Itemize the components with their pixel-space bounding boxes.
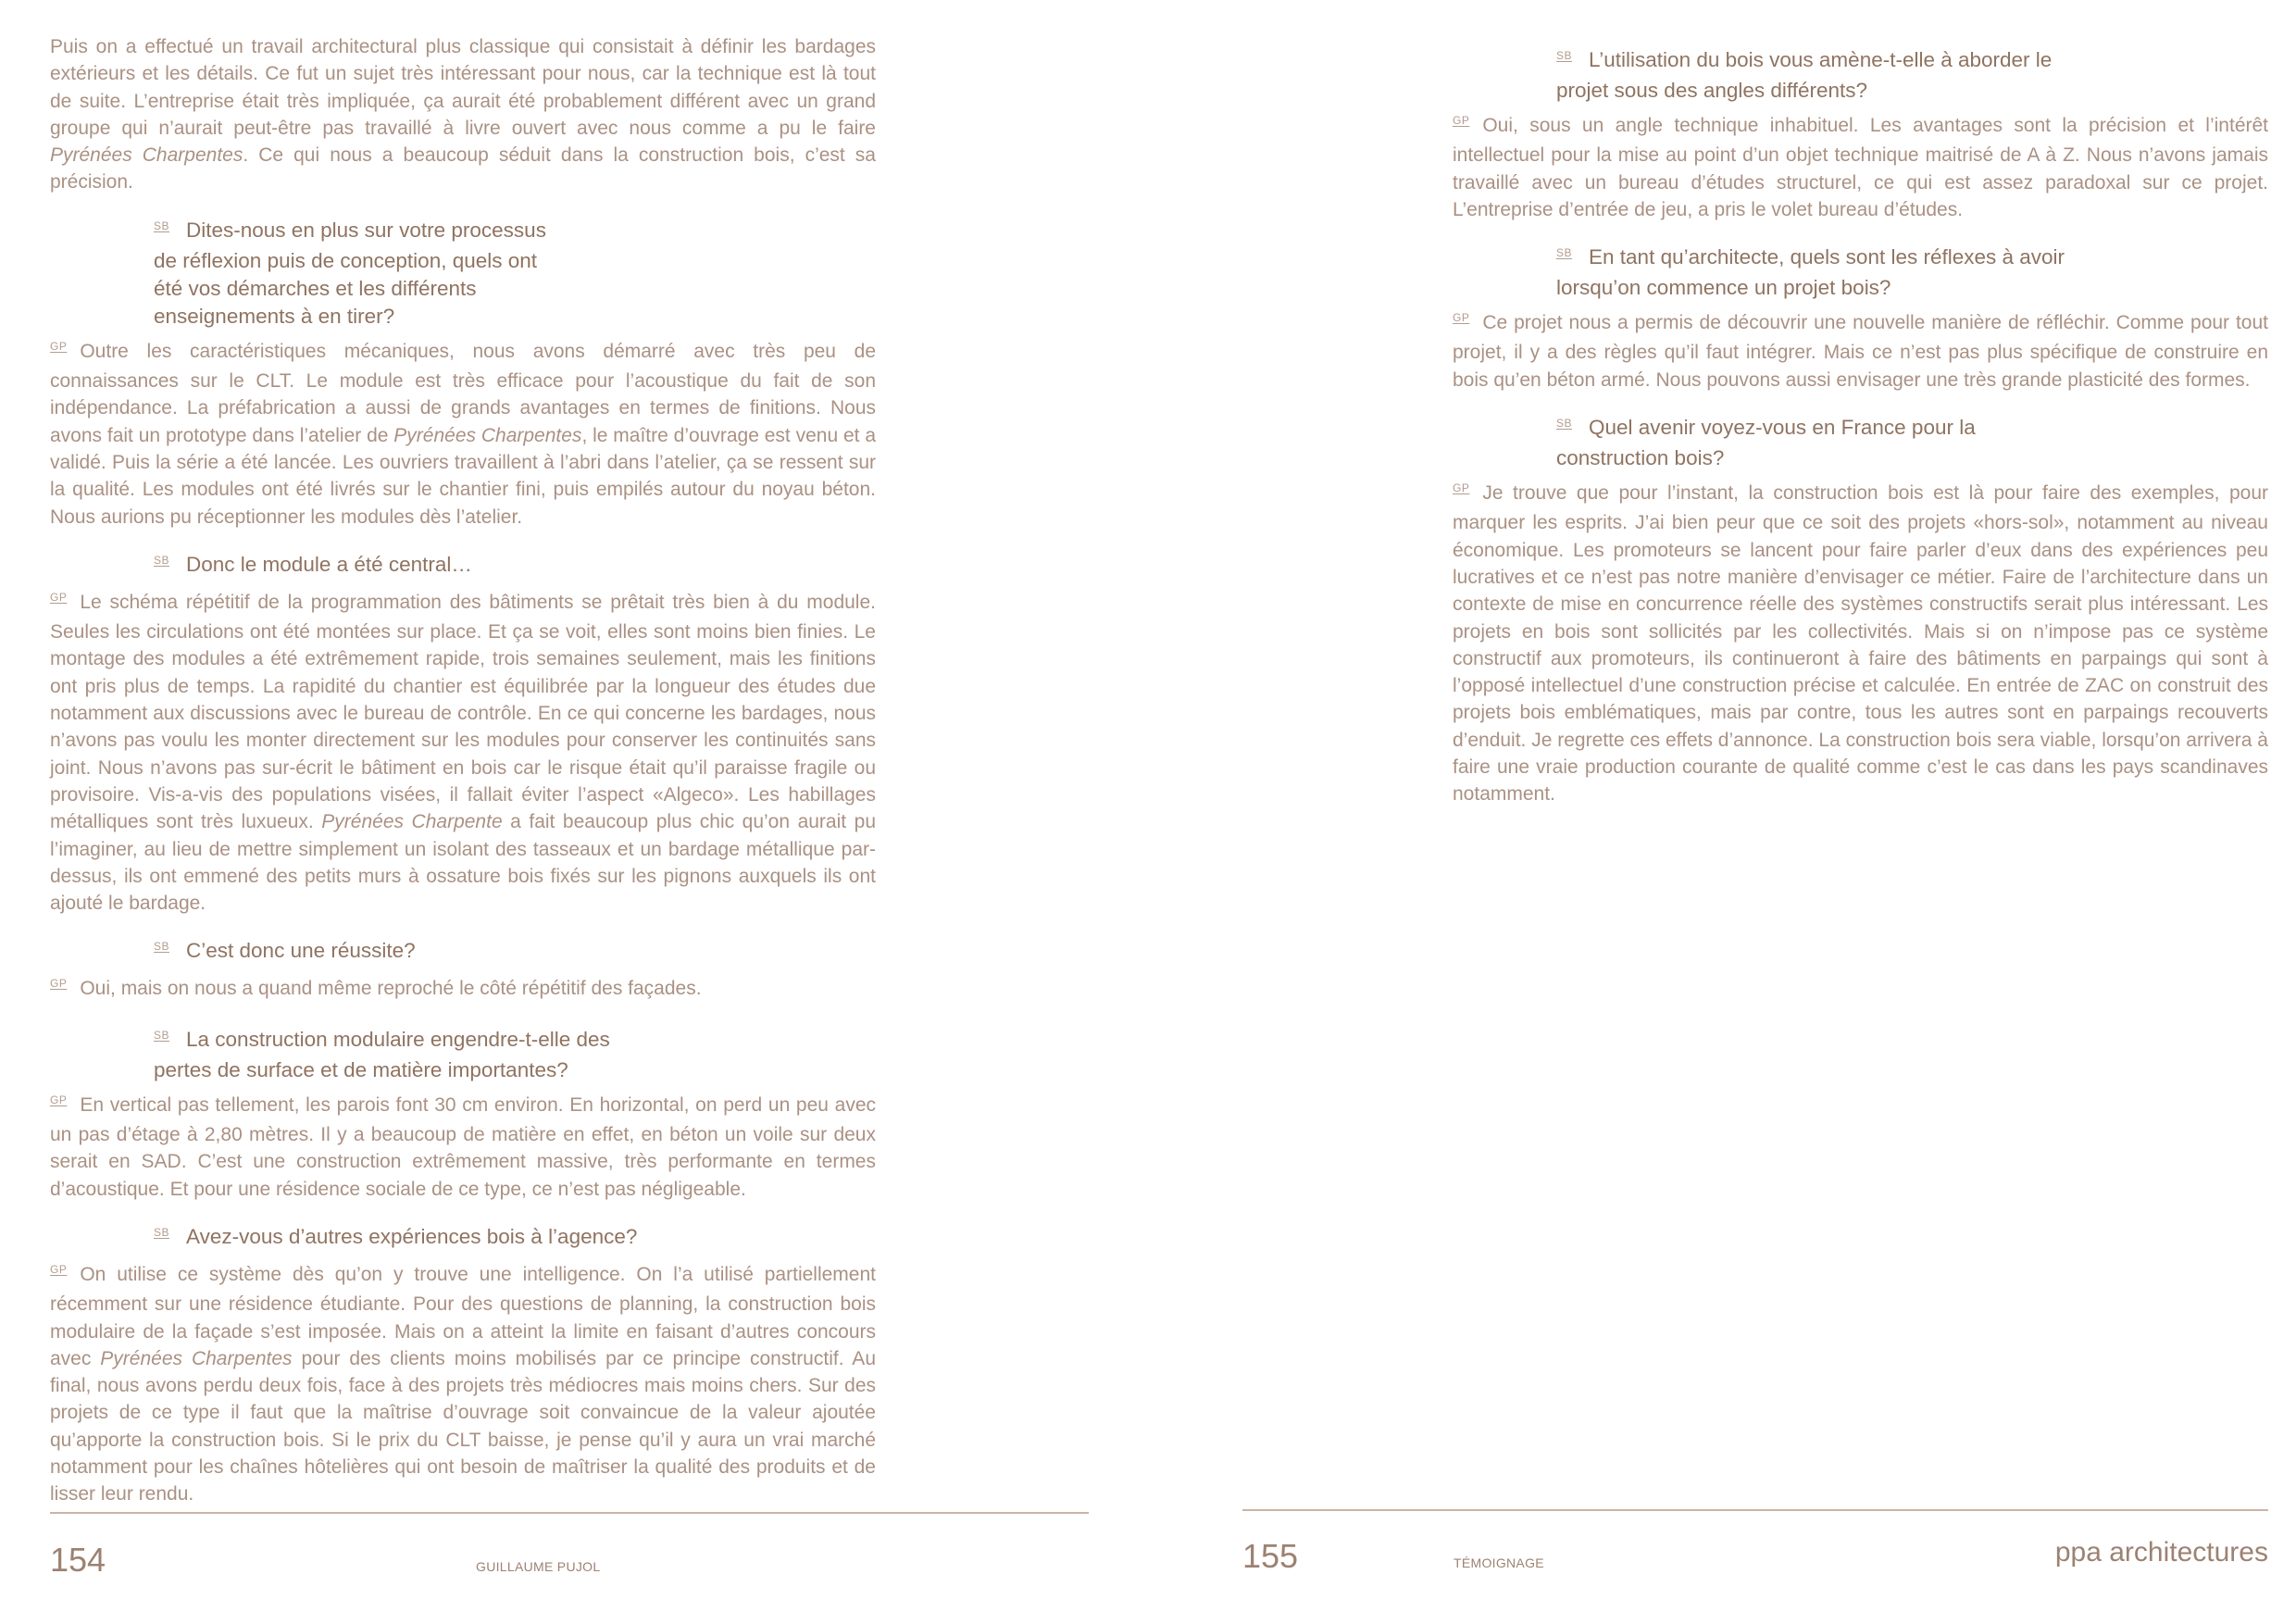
answer-text: Le schéma répétitif de la programmation des bâtiments se prêtait très bien à du module. Seules les circulations ont été montées sur place. Et ça se voit, elles sont moins bien finies. Le montage des modules a été extrêmement rapide, trois semaines seulement, mais les finitions ont pris plus de temps. La rapidité du chantier est équilibrée par la longueur des études due notamment aux discussions avec le bureau de contrôle. En ce qui concerne les bardages, nous n’avons pas voulu les monter directement sur les modules pour conserver les continuités sans joint. Nous n’avons pas sur-écrit le bâtiment en bois car le risque était qu’il paraisse fragile ou provisoire. Vis-a-vis des populations visées, il fallait éviter l’aspect «Algeco». Les habillages métalliques sont très luxueux.	[50, 591, 876, 833]
footer-rule	[1242, 1509, 2268, 1511]
question-text: Donc le module a été central…	[186, 552, 472, 576]
answer-text: Oui, mais on nous a quand même reproché le côté répétitif des façades.	[80, 978, 702, 1000]
question-4	[50, 1026, 654, 1084]
question-1	[1453, 46, 2075, 105]
question-3	[1453, 414, 1982, 472]
question-text: L’utilisation du bois vous amène-t-elle à aborder le projet sous des angles différents?	[1556, 48, 2053, 102]
answer-5	[50, 1261, 876, 1508]
answer-3	[50, 975, 876, 1005]
question-text: Quel avenir voyez-vous en France pour la construction bois?	[1556, 416, 1976, 470]
page-number: 154	[50, 1541, 106, 1579]
speaker-tag: SB	[1556, 417, 1573, 431]
answer-text: En vertical pas tellement, les parois font 30 cm environ. En horizontal, on perd un peu avec un pas d’étage à 2,80 mètres. Il y a beaucoup de matière en effet, en béton un voile sur deux serait en SAD. C’est une construction extrêmement massive, très performante en termes d’acoustique. Et pour une résidence sociale de ce type, ce n’est pas négligeable.	[50, 1093, 876, 1200]
question-2	[1453, 244, 2075, 302]
speaker-tag: GP	[50, 1262, 68, 1276]
left-column	[50, 33, 876, 1529]
answer-4	[50, 1092, 876, 1203]
speaker-tag: SB	[1556, 49, 1573, 62]
question-text: Dites-nous en plus sur votre processus de réflexion puis de conception, quels ont été vos démarches et les différents enseignements à en tirer?	[154, 218, 546, 328]
answer-text: Oui, sous un angle technique inhabituel. Les avantages sont la précision et l’intérêt intellectuel pour la mise au point d’un objet technique maitrisé de A à Z. Nous n’avons jamais travaillé avec un bureau d’études structurel, ce qui est assez paradoxal sur ce projet. L’entreprise d’entrée de jeu, a pris le volet bureau d’études.	[1453, 115, 2268, 220]
question-2	[50, 551, 876, 581]
question-5	[50, 1223, 876, 1254]
speaker-tag: SB	[154, 553, 170, 567]
question-text: En tant qu’architecte, quels sont les réflexes à avoir lorsqu’on commence un projet bois?	[1556, 245, 2065, 300]
speaker-tag: GP	[50, 977, 68, 991]
running-head: GUILLAUME PUJOL	[476, 1559, 601, 1574]
question-3	[50, 937, 876, 968]
answer-text: Outre les caractéristiques mécaniques, nous avons démarré avec très peu de connaissances sur le CLT. Le module est très efficace pour l’acoustique du fait de son indépendance. La préfabrication a aussi de grands avantages en termes de finitions. Nous avons fait un prototype dans l’atelier de	[50, 340, 876, 446]
speaker-tag: GP	[1453, 311, 1470, 325]
question-text: Avez-vous d’autres expériences bois à l’agence?	[186, 1224, 638, 1248]
right-column	[1453, 46, 2268, 829]
answer-text: pour des clients moins mobilisés par ce principe constructif. Au final, nous avons perdu deux fois, face à des projets très médiocres mais moins chers. Sur des projets de ce type il faut que la maîtrise d’ouvrage soit convaincue de la valeur ajoutée qu’apporte la construction bois. Si le prix du CLT baisse, je pense qu’il y aura un vrai marché notamment pour les chaînes hôtelières qui ont besoin de maîtriser la qualité des produits et de lisser leur rendu.	[50, 1347, 876, 1505]
intro-text: Puis on a effectué un travail architectural plus classique qui consistait à définir les bardages extérieurs et les détails. Ce fut un sujet très intéressant pour nous, car la technique est là tout de suite. L’entreprise était très impliquée, ça aurait été probablement différent avec un grand groupe qui n’aurait peut-être pas travaillé à livre ouvert avec nous comme a pu le faire	[50, 36, 876, 139]
question-text: La construction modulaire engendre-t-elle des pertes de surface et de matière importantes?	[154, 1027, 610, 1081]
speaker-tag: SB	[154, 1028, 170, 1042]
answer-2	[1453, 309, 2268, 394]
intro-end: . Ce qui nous a beaucoup séduit dans la construction bois, c’est sa précision.	[50, 144, 876, 194]
speaker-tag: SB	[154, 940, 170, 954]
speaker-tag: GP	[50, 1093, 68, 1106]
speaker-tag: GP	[1453, 114, 1470, 127]
speaker-tag: GP	[50, 590, 68, 604]
answer-2	[50, 589, 876, 918]
question-text: C’est donc une réussite?	[186, 939, 416, 963]
speaker-tag: GP	[50, 339, 68, 353]
speaker-tag: SB	[1556, 246, 1573, 260]
intro-paragraph	[50, 33, 876, 196]
answer-text: Ce projet nous a permis de découvrir une nouvelle manière de réfléchir. Comme pour tout projet, il y a des règles qu’il faut intégrer. Mais ce n’est pas plus spécifique de construire en bois qu’en béton armé. Nous pouvons aussi envisager une très grande plasticité des formes.	[1453, 312, 2268, 391]
answer-italic: Pyrénées Charpentes	[393, 424, 582, 446]
speaker-tag: SB	[154, 219, 170, 232]
intro-italic: Pyrénées Charpentes	[50, 144, 243, 167]
running-head: TÉMOIGNAGE	[1454, 1555, 1544, 1570]
answer-1	[1453, 112, 2268, 223]
footer-rule	[50, 1512, 1089, 1514]
answer-text: Je trouve que pour l’instant, la construction bois est là pour faire des exemples, pour marquer les esprits. J’ai bien peur que ce soit des projets «hors-sol», notamment au niveau économique. Les promoteurs se lancent pour faire parler d’eux dans des expériences peu lucratives et ce n’est pas notre manière d’envisager ce métier. Faire de l’architecture dans un contexte de mise en concurrence réelle des systèmes constructifs serait plus intéressant. Les projets en bois sont sollicités par les collectivités. Mais si on n’impose pas ce système constructif aux promoteurs, ils continueront à faire des bâtiments en parpaings qui sont à l’opposé intellectuel d’une construction précise et calculée. En entrée de ZAC on construit des projets bois emblématiques, mais par contre, tous les autres sont en parpaings recouverts d’enduit. Je regrette ces effets d’annonce. La construction bois sera viable, lorsqu’on arrivera à faire une vraie production courante de qualité comme c’est le cas dans les pays scandinaves notamment.	[1453, 482, 2268, 806]
speaker-tag: GP	[1453, 481, 1470, 495]
answer-text: , le maître d’ouvrage est venu et a validé. Puis la série a été lancée. Les ouvriers travaillent à l’abri dans l’atelier, ça se ressent sur la qualité. Les modules ont été livrés sur le chantier fini, puis empilés autour du noyau béton. Nous aurions pu réceptionner les modules dès l’atelier.	[50, 424, 877, 528]
answer-1	[50, 338, 876, 531]
answer-3	[1453, 480, 2268, 808]
answer-text: On utilise ce système dès qu’on y trouve une intelligence. On l’a utilisé partiellement récemment sur une résidence étudiante. Pour des questions de planning, la construction bois modulaire de la façade s’est imposée. Mais on a atteint la limite en faisant d’autres concours avec	[50, 1263, 876, 1369]
brand-name: ppa architectures	[2054, 1537, 2268, 1568]
page-number: 155	[1242, 1537, 1299, 1575]
answer-italic: Pyrénées Charpentes	[100, 1347, 293, 1369]
answer-italic: Pyrénées Charpente	[321, 811, 503, 833]
question-1	[50, 217, 570, 331]
answer-text: a fait beaucoup plus chic qu’on aurait pu l’imaginer, au lieu de mettre simplement un isolant des tasseaux et un bardage métallique par-dessus, ils ont emmené des petits murs à ossature bois fixés sur les pignons auxquels ils ont ajouté le bardage.	[50, 811, 877, 915]
speaker-tag: SB	[154, 1225, 170, 1239]
page-right	[1148, 0, 2296, 1624]
